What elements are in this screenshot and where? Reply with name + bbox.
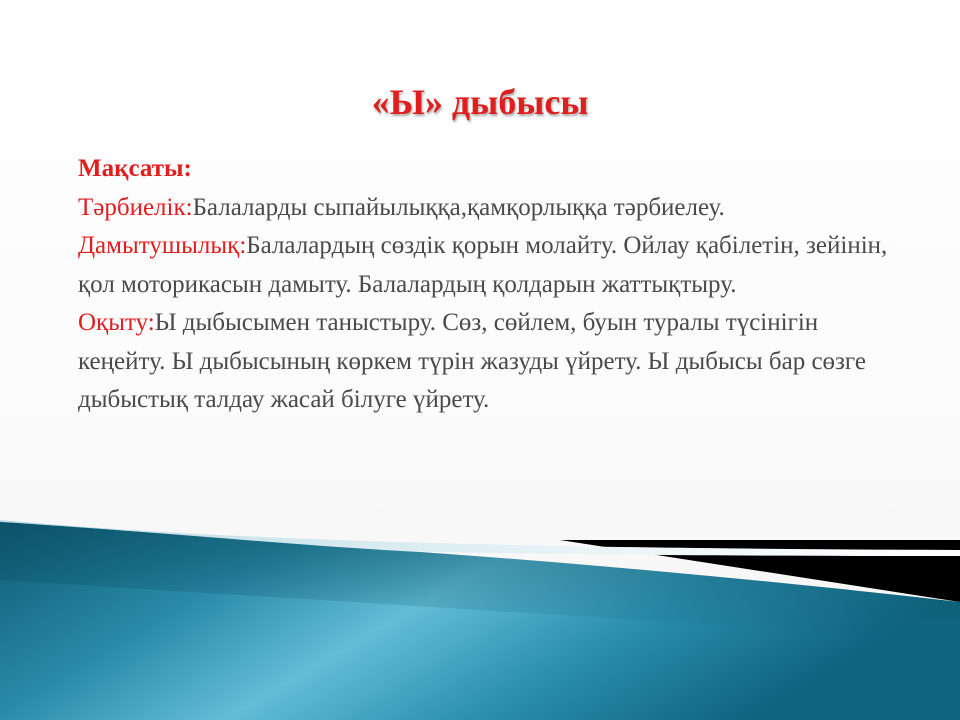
section-label: Тәрбиелік:	[78, 193, 193, 221]
section-text: Балалардың сөздік қорын молайту. Ойлау қабілетін, зейінін, қол моторикасын дамыту. Балалардың қолдарын жаттықтыру.	[78, 232, 888, 298]
section-label: Дамытушылық:	[78, 232, 247, 259]
slide-body	[78, 150, 888, 420]
section-development	[78, 227, 888, 304]
slide-title: «Ы» дыбысы	[371, 82, 589, 122]
section-text: Ы дыбысымен таныстыру. Сөз, сөйлем, буын туралы түсінігін кеңейту. Ы дыбысының көркем түрін жазуды үйрету. Ы дыбысы бар сөзге дыбыстық талдау жасай білуге үйрету.	[78, 309, 866, 413]
section-upbringing	[78, 189, 888, 228]
section-teaching	[78, 304, 888, 420]
goals-heading: Мақсаты:	[78, 155, 192, 182]
section-text: Балаларды сыпайылыққа,қамқорлыққа тәрбиелеу.	[192, 193, 725, 221]
section-label: Оқыту:	[78, 309, 155, 336]
